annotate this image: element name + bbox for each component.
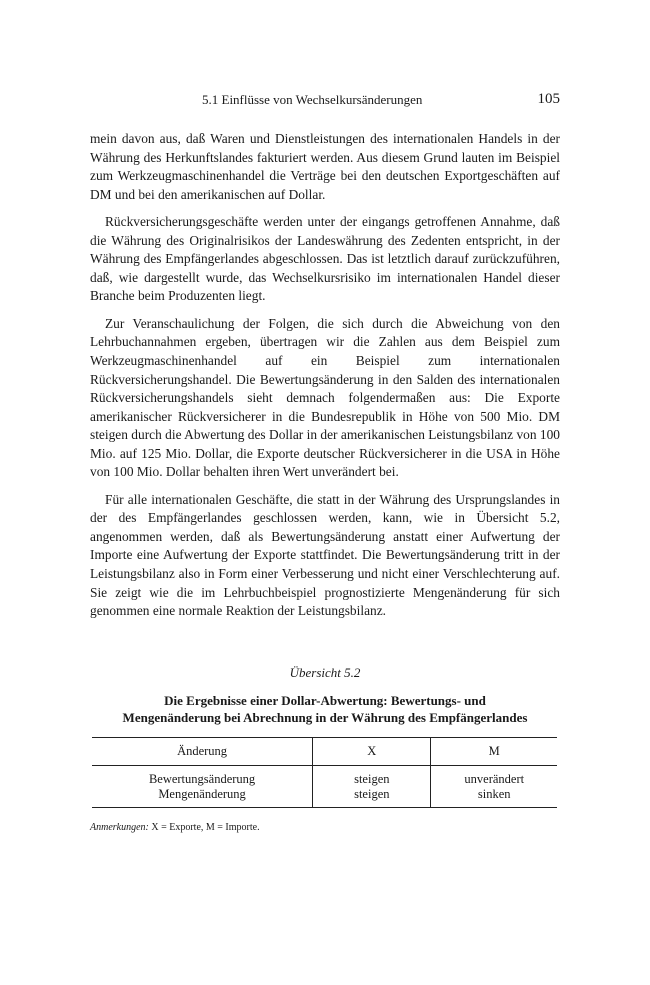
cell-m-menge: sinken <box>477 787 511 801</box>
table-header-row <box>92 738 557 766</box>
page-number: 105 <box>537 91 560 107</box>
cell-x-menge: steigen <box>354 787 390 801</box>
figure-title <box>90 692 560 726</box>
figure-label: Übersicht 5.2 <box>289 665 361 680</box>
paragraph-2: Rückversicherungsgeschäfte werden unter der eingangs getroffenen Annahme, daß die Währung des Originalrisikos der Landeswährung des Zedenten entspricht, in der Währung des Empfängerlandes abgeschlossen. Das ist letztlich darauf zurückzuführen, daß, wie dargestellt wurde, das Wechselkursrisiko im internationalen Handel dieser Branche beim Produzenten liegt. <box>90 214 560 304</box>
table-cell-change <box>92 766 313 808</box>
row-label-bewertungsaenderung: Bewertungsänderung <box>148 772 256 786</box>
column-header-aenderung: Änderung <box>92 738 313 766</box>
table-cell-x <box>313 766 431 808</box>
notes-label: Anmerkungen: <box>90 822 149 833</box>
table-notes <box>90 822 560 833</box>
table-cell-m <box>431 766 557 808</box>
paragraph-3: Zur Veranschaulichung der Folgen, die sich durch die Abweichung von den Lehrbuchannahmen ergeben, übertragen wir die Zahlen aus dem Beispiel zum Werkzeugmaschinenhandel auf ein Beispiel zum internationalen Rückversicherungshandel. Die Bewertungsänderung in den Salden des internationalen Rückversicherungshandels sieht demnach folgendermaßen aus: Die Exporte amerikanischer Rückversicherer in die Bundesrepublik in Höhe von 500 Mio. DM steigen durch die Abwertung des Dollar in der amerikanischen Leistungsbilanz von 100 Mio. auf 125 Mio. Dollar, die Exporte deutscher Rückversicherer in die USA in Höhe von 100 Mio. Dollar behalten ihren Wert unverändert bei. <box>90 315 560 480</box>
running-header <box>90 92 560 112</box>
figure-title-line-1: Die Ergebnisse einer Dollar-Abwertung: Bewertungs- und <box>164 693 486 708</box>
notes-text: X = Exporte, M = Importe. <box>151 822 260 833</box>
paragraph-4: Für alle internationalen Geschäfte, die statt in der Währung des Ursprungslandes in der des Empfängerlandes geschlossen werden, kann, wie in Übersicht 5.2, angenommen werden, daß als Bewertungsänderung anstatt einer Aufwertung der Importe eine Aufwertung der Exporte stattfindet. Die Bewertungsänderung tritt in der Leistungsbilanz also in Form einer Verbesserung und nicht einer Verschlechterung auf. Sie zeigt wie die im Lehrbuchbeispiel prognostizierte Mengenänderung für sich genommen eine normale Reaktion der Leistungsbilanz. <box>90 491 560 619</box>
cell-x-bewertung: steigen <box>354 772 390 786</box>
paragraph-1: mein davon aus, daß Waren und Dienstleistungen des internationalen Handels in der Währung des Herkunftslandes fakturiert werden. Aus diesem Grund lauten im Beispiel zum Werkzeugmaschinenhandel die Verträge bei den deutschen Exportgeschäften auf DM und bei den amerikanischen auf Dollar. <box>90 131 560 202</box>
results-table <box>92 737 557 808</box>
column-header-m: M <box>431 738 557 766</box>
figure-title-line-2: Mengenänderung bei Abrechnung in der Währung des Empfängerlandes <box>122 710 528 725</box>
body-text <box>90 130 560 630</box>
cell-m-bewertung: unverändert <box>464 772 525 786</box>
table-row <box>92 766 557 808</box>
section-title: 5.1 Einflüsse von Wechselkursänderungen <box>202 92 423 107</box>
column-header-x: X <box>313 738 431 766</box>
row-label-mengenaenderung: Mengenänderung <box>158 787 246 801</box>
